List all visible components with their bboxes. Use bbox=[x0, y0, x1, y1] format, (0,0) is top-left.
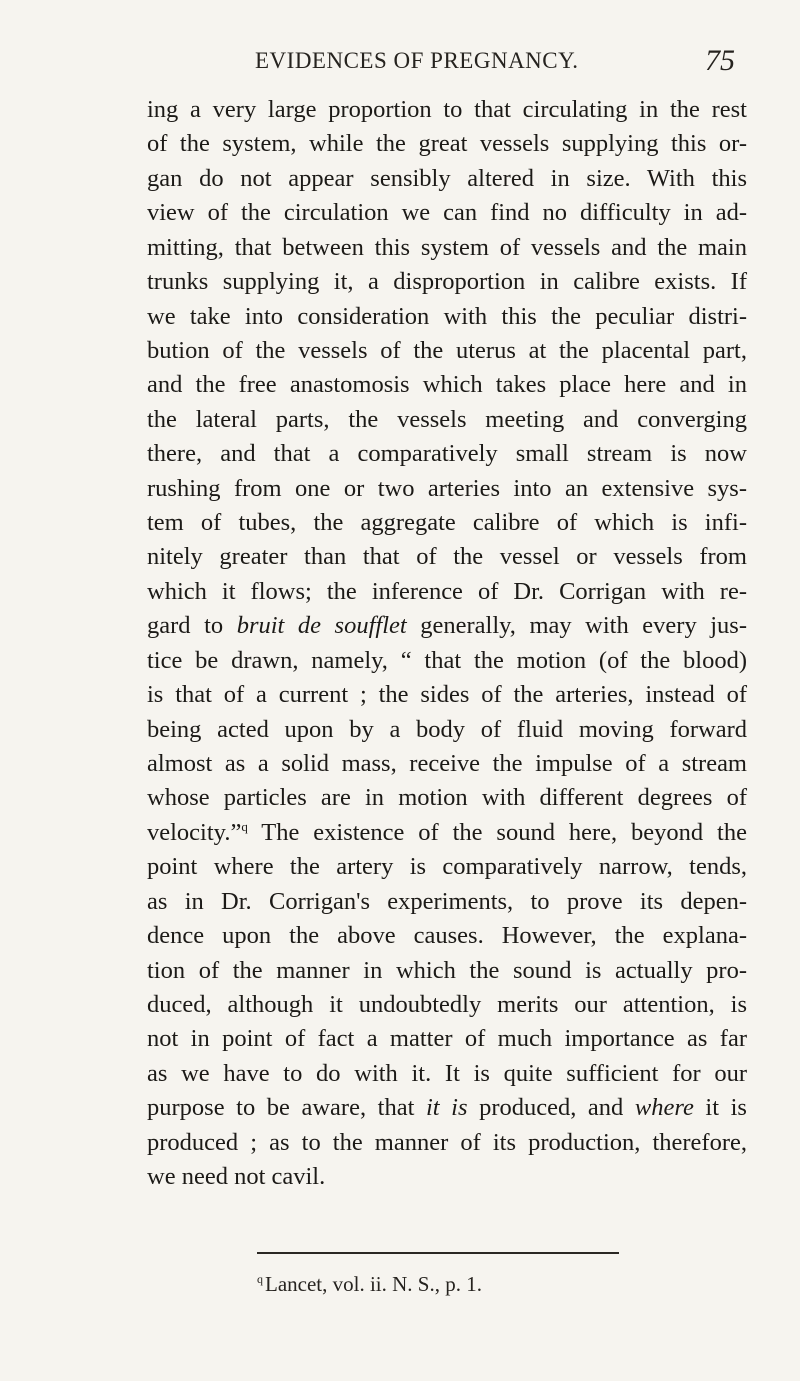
page-number: 75 bbox=[705, 44, 735, 77]
text-line: nitely greater than that of the vessel or vessels from bbox=[147, 543, 747, 571]
text-line-with-italic bbox=[147, 1091, 747, 1125]
text-line: we take into consideration with this the peculiar distri- bbox=[147, 302, 747, 330]
text-line: we need not cavil. bbox=[147, 1163, 326, 1191]
text-line: as in Dr. Corrigan's experiments, to prove its depen- bbox=[147, 887, 747, 915]
italic-phrase: where bbox=[634, 1094, 694, 1122]
running-title: EVIDENCES OF PREGNANCY. bbox=[255, 48, 579, 73]
text-line: duced, although it undoubtedly merits our attention, is bbox=[147, 990, 747, 1018]
text-line: there, and that a comparatively small stream is now bbox=[147, 440, 747, 468]
text-run: produced, and bbox=[467, 1094, 635, 1122]
text-line: is that of a current ; the sides of the arteries, instead of bbox=[147, 681, 747, 709]
footnote-rule bbox=[257, 1252, 619, 1254]
text-line: produced ; as to the manner of its production, therefore, bbox=[147, 1128, 747, 1156]
footnote-reference: q bbox=[241, 818, 248, 834]
text-line: not in point of fact a matter of much importance as far bbox=[147, 1025, 747, 1053]
text-run: it is bbox=[693, 1094, 747, 1122]
text-line: gan do not appear sensibly altered in size. With this bbox=[147, 164, 747, 192]
text-line: of the system, while the great vessels supplying this or- bbox=[147, 130, 747, 158]
text-line-with-footnote-ref bbox=[147, 816, 747, 850]
text-line: tem of tubes, the aggregate calibre of which is infi- bbox=[147, 509, 747, 537]
text-line: bution of the vessels of the uterus at the placental part, bbox=[147, 336, 747, 364]
text-line: mitting, that between this system of vessels and the main bbox=[147, 233, 747, 261]
italic-phrase: bruit de soufflet bbox=[236, 612, 407, 640]
body-text bbox=[147, 93, 747, 1195]
text-line: dence upon the above causes. However, the explana- bbox=[147, 922, 747, 950]
text-line: rushing from one or two arteries into an extensive sys- bbox=[147, 474, 747, 502]
footnote-text: Lancet, vol. ii. N. S., p. 1. bbox=[265, 1272, 482, 1296]
text-line: tice be drawn, namely, “ that the motion (of the blood) bbox=[147, 646, 747, 674]
footnote-marker: q bbox=[257, 1272, 263, 1286]
text-line: being acted upon by a body of fluid moving forward bbox=[147, 715, 747, 743]
text-run: generally, may with every jus- bbox=[406, 612, 747, 640]
text-line: as we have to do with it. It is quite sufficient for our bbox=[147, 1059, 747, 1087]
footnote bbox=[257, 1272, 677, 1297]
text-line: almost as a solid mass, receive the impulse of a stream bbox=[147, 750, 747, 778]
text-run: The existence of the sound here, beyond the bbox=[247, 818, 747, 846]
text-line-with-italic bbox=[147, 609, 747, 643]
text-run: gard to bbox=[147, 612, 237, 640]
text-line: tion of the manner in which the sound is actually pro- bbox=[147, 956, 747, 984]
text-line: trunks supplying it, a disproportion in calibre exists. If bbox=[147, 268, 747, 296]
text-run: velocity.” bbox=[147, 818, 242, 846]
text-line: which it flows; the inference of Dr. Corrigan with re- bbox=[147, 577, 747, 605]
text-line: view of the circulation we can find no difficulty in ad- bbox=[147, 199, 747, 227]
text-line: point where the artery is comparatively narrow, tends, bbox=[147, 853, 747, 881]
text-line: and the free anastomosis which takes place here and in bbox=[147, 371, 747, 399]
text-line: ing a very large proportion to that circulating in the rest bbox=[147, 96, 747, 123]
italic-phrase: it is bbox=[425, 1094, 468, 1122]
running-head bbox=[255, 44, 735, 80]
text-line: whose particles are in motion with different degrees of bbox=[147, 784, 747, 812]
text-run: purpose to be aware, that bbox=[147, 1094, 426, 1122]
text-line: the lateral parts, the vessels meeting and converging bbox=[147, 405, 747, 433]
